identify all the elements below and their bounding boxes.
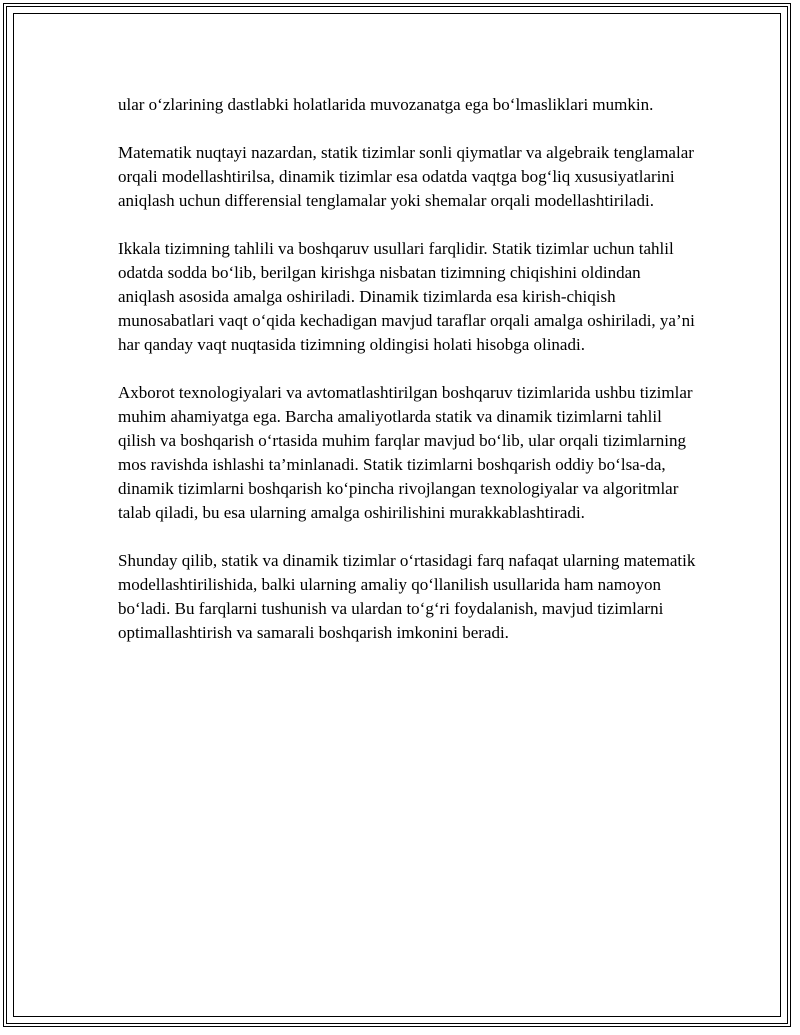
paragraph-3: Ikkala tizimning tahlili va boshqaruv usullari farqlidir. Statik tizimlar uchun tahlil odatda sodda bo‘lib, berilgan kirishga nisbatan tizimning chiqishini oldindan aniqlash asosida amalga oshiriladi. Dinamik tizimlarda esa kirish-chiqish munosabatlari vaqt o‘qida kechadigan mavjud taraflar orqali amalga oshiriladi, ya’ni har qanday vaqt nuqtasida tizimning oldingisi holati hisobga olinadi.: [118, 239, 695, 354]
paragraph-1: ular o‘zlarining dastlabki holatlarida muvozanatga ega bo‘lmasliklari mumkin.: [118, 95, 654, 114]
paragraph-2: Matematik nuqtayi nazardan, statik tizimlar sonli qiymatlar va algebraik tenglamalar orqali modellashtirilsa, dinamik tizimlar esa odatda vaqtga bog‘liq xususiyatlarini aniqlash uchun differensial tenglamalar yoki shemalar orqali modellashtiriladi.: [118, 143, 694, 210]
document-body: [118, 93, 696, 669]
paragraph-4: Axborot texnologiyalari va avtomatlashtirilgan boshqaruv tizimlarida ushbu tizimlar muhim ahamiyatga ega. Barcha amaliyotlarda statik va dinamik tizimlarni tahlil qilish va boshqarish o‘rtasida muhim farqlar mavjud bo‘lib, ular orqali tizimlarning mos ravishda ishlashi ta’minlanadi. Statik tizimlarni boshqarish oddiy bo‘lsa-da, dinamik tizimlarni boshqarish ko‘pincha rivojlangan texnologiyalar va algoritmlar talab qiladi, bu esa ularning amalga oshirilishini murakkablashtiradi.: [118, 383, 693, 522]
paragraph-5: Shunday qilib, statik va dinamik tizimlar o‘rtasidagi farq nafaqat ularning matematik modellashtirilishida, balki ularning amaliy qo‘llanilish usullarida ham namoyon bo‘ladi. Bu farqlarni tushunish va ulardan to‘g‘ri foydalanish, mavjud tizimlarni optimallashtirish va samarali boshqarish imkonini beradi.: [118, 551, 696, 642]
